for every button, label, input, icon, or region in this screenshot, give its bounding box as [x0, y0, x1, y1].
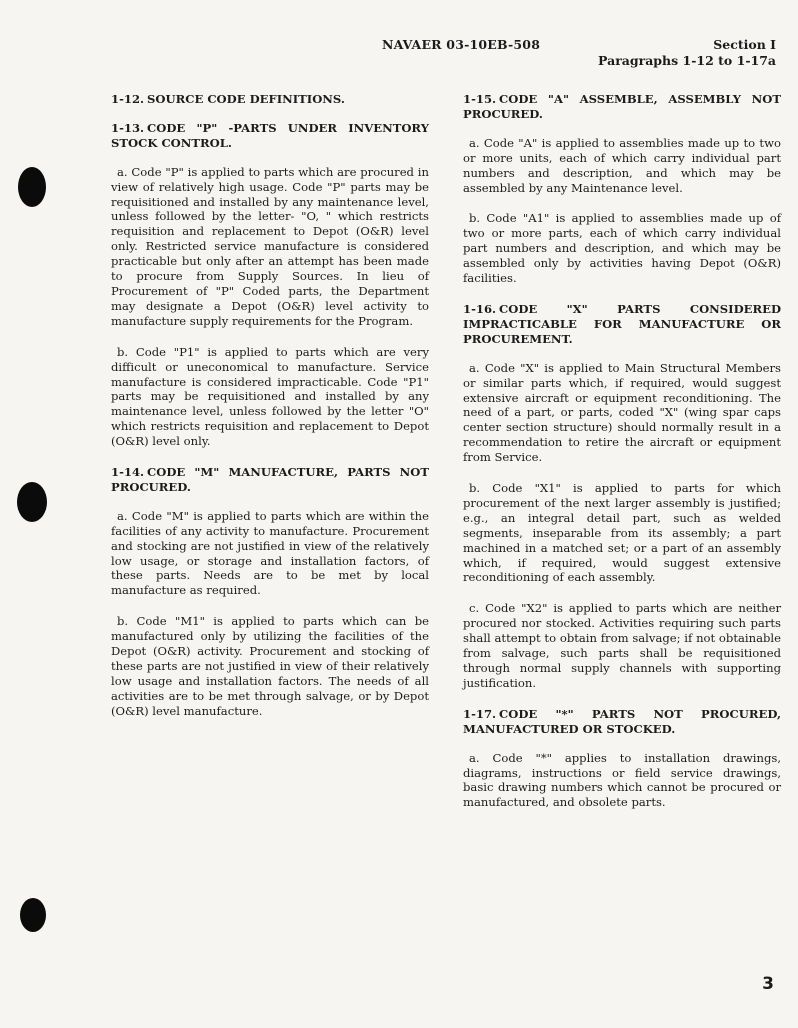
paragraph-1-15a: a. Code "A" is applied to assemblies made up to two or more units, each of which carry individual part numbers and description, and which may be assembled by any Maintenance level. — [463, 135, 781, 195]
heading-number: 1-16. — [463, 301, 497, 316]
paragraph-1-17a: a. Code "*" applies to installation drawings, diagrams, instructions or field service drawings, basic drawing numbers which cannot be procured or manufactured, and obsolete parts. — [463, 750, 781, 810]
binder-hole-middle — [17, 482, 47, 522]
heading-number: 1-14. — [111, 465, 145, 480]
paragraph-1-15b: b. Code "A1" is applied to assemblies made up of two or more parts, each of which carry individual part numbers and description, and which may be assembled only by activities having Depot (O&R) facilities. — [463, 211, 781, 286]
paragraph-1-16b: b. Code "X1" is applied to parts for which procurement of the next larger assembly is justified; e.g., an integral detail part, such as welded segments, inseparable from its assembly; a part machined in a matched set; or a part of an assembly which, if required, would suggest extensive reconditioning of each assembly. — [463, 481, 781, 585]
paragraph-1-13a: a. Code "P" is applied to parts which are procured in view of relatively high usage. Code "P" parts may be requisitioned and installed by any maintenance level, unless followed by the letter- "O, " which restricts requisition and replacement to Depot (O&R) level only. Restricted service manufacture is considered practicable but only after an attempt has been made to procure from Supply Sources. In lieu of Procurement of "P" Coded parts, the Department may designate a Depot (O&R) level activity to manufacture supply requirements for the Program. — [111, 164, 429, 328]
heading-1-13 — [111, 121, 429, 151]
heading-text: CODE "A" ASSEMBLE, ASSEMBLY NOT PROCURED. — [463, 92, 781, 121]
heading-number: 1-12. — [111, 92, 145, 106]
document-id: NAVAER 03-10EB-508 — [382, 37, 541, 52]
heading-1-17 — [463, 707, 781, 737]
heading-text: CODE "*" PARTS NOT PROCURED, MANUFACTURED OR STOCKED. — [463, 706, 781, 736]
binder-hole-top — [18, 167, 46, 207]
heading-1-15 — [463, 92, 781, 122]
paragraph-1-14a: a. Code "M" is applied to parts which are within the facilities of any activity to manufacture. Procurement and stocking are not justified in view of the relatively low usage, or storage and installation factors, of these parts. Needs are to be met by local manufacture as required. — [111, 508, 429, 598]
heading-text: SOURCE CODE DEFINITIONS. — [147, 92, 345, 106]
heading-1-14 — [111, 465, 429, 495]
paragraph-1-16a: a. Code "X" is applied to Main Structural Members or similar parts which, if required, would suggest extensive aircraft or equipment reconditioning. The need of a part, or parts, coded "X" (wing spar caps center section structure) should normally result in a recommendation to retire the aircraft or equipment from Service. — [463, 360, 781, 465]
binder-hole-bottom — [20, 898, 46, 932]
heading-1-16 — [463, 302, 781, 347]
paragraph-1-16c: c. Code "X2" is applied to parts which are neither procured nor stocked. Activities requiring such parts shall attempt to obtain from salvage; if not obtainable from salvage, such parts shall be requisitioned through normal supply channels with supporting justification. — [463, 601, 781, 690]
heading-number: 1-17. — [463, 706, 497, 721]
heading-text: CODE "P" -PARTS UNDER INVENTORY STOCK CONTROL. — [111, 120, 429, 150]
heading-number: 1-13. — [111, 120, 145, 135]
section-label: Section I — [713, 37, 776, 52]
right-column — [463, 92, 781, 826]
heading-text: CODE "X" PARTS CONSIDERED IMPRACTICABLE FOR MANUFACTURE OR PROCUREMENT. — [463, 301, 781, 346]
page-number: 3 — [762, 974, 774, 994]
heading-number: 1-15. — [463, 92, 497, 106]
section-info — [598, 37, 776, 69]
heading-1-12 — [111, 92, 429, 107]
paragraph-1-13b: b. Code "P1" is applied to parts which are very difficult or uneconomical to manufacture. Service manufacture is considered impracticable. Code "P1" parts may be requisitioned and installed by any maintenance level, unless followed by the letter "O" which restricts requisition and replacement to Depot (O&R) level only. — [111, 344, 429, 449]
heading-text: CODE "M" MANUFACTURE, PARTS NOT PROCURED. — [111, 465, 429, 494]
left-column — [111, 92, 429, 735]
paragraph-1-14b: b. Code "M1" is applied to parts which can be manufactured only by utilizing the facilities of the Depot (O&R) activity. Procurement and stocking of these parts are not justified in view of their relatively low usage and installation factors. The needs of all activities are to be met through salvage, or by Depot (O&R) level manufacture. — [111, 614, 429, 718]
paragraph-range: Paragraphs 1-12 to 1-17a — [598, 53, 776, 68]
